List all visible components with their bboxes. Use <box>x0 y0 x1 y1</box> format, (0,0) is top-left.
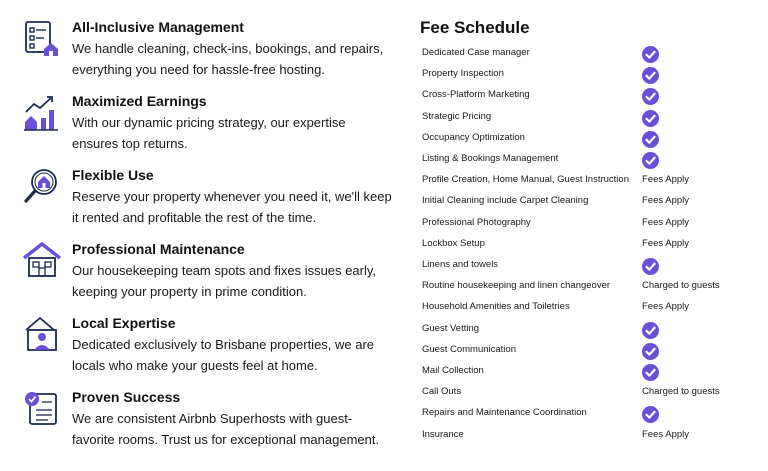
feature-description: Our housekeeping team spots and fixes issues early, keeping your property in prime condition. <box>72 263 376 299</box>
feature-description: We handle cleaning, check-ins, bookings, and repairs, everything you need for hassle-free hosting. <box>72 41 384 77</box>
feature-title: Flexible Use <box>72 167 154 183</box>
fee-service-label: Guest Communication <box>422 343 516 355</box>
fee-row <box>420 214 760 235</box>
fee-row <box>420 298 760 319</box>
fee-service-label: Call Outs <box>422 386 462 398</box>
earnings-chart-icon <box>22 92 62 132</box>
fee-row <box>420 86 760 107</box>
fee-row <box>420 65 760 86</box>
fee-service-label: Property Inspection <box>422 68 504 80</box>
fee-value: Fees Apply <box>642 216 689 228</box>
feature-description: With our dynamic pricing strategy, our expertise ensures top returns. <box>72 115 346 151</box>
local-agent-icon <box>22 314 62 354</box>
fee-service-label: Linens and towels <box>422 259 499 270</box>
check-circle-icon <box>642 364 659 381</box>
fee-service-label: Listing & Bookings Management <box>422 153 559 164</box>
fee-service-label: Lockbox Setup <box>422 237 485 249</box>
fee-value: Fees Apply <box>642 195 689 207</box>
feature-description: Dedicated exclusively to Brisbane properties, we are locals who make your guests feel at home. <box>72 337 375 373</box>
fee-row <box>420 277 760 298</box>
fee-value: Charged to guests <box>642 280 720 292</box>
fee-row <box>420 44 760 65</box>
fee-row <box>420 129 760 150</box>
feature-title: Maximized Earnings <box>72 93 207 109</box>
check-circle-icon <box>642 258 659 275</box>
house-icon <box>22 240 62 280</box>
feature-title: All-Inclusive Management <box>72 19 244 35</box>
fee-service-label: Guest Vetting <box>422 322 480 334</box>
fee-service-label: Profile Creation, Home Manual, Guest Instruction <box>422 174 629 186</box>
fee-row <box>420 150 760 171</box>
fee-service-label: Insurance <box>422 428 464 440</box>
feature-description: Reserve your property whenever you need it, we'll keep it rented and profitable the rest of the time. <box>72 189 392 225</box>
fee-service-label: Occupancy Optimization <box>422 131 525 143</box>
check-circle-icon <box>642 110 659 127</box>
check-circle-icon <box>642 131 659 148</box>
fee-row <box>420 192 760 213</box>
fee-row <box>420 108 760 129</box>
feature-title: Proven Success <box>72 389 181 405</box>
check-circle-icon <box>642 46 659 63</box>
fee-row <box>420 320 760 341</box>
certificate-badge-icon <box>22 388 62 428</box>
check-circle-icon <box>642 343 659 360</box>
feature-title: Local Expertise <box>72 315 176 331</box>
fee-row <box>420 171 760 192</box>
fee-value: Fees Apply <box>642 301 689 313</box>
fee-service-label: Initial Cleaning include Carpet Cleaning <box>422 195 589 207</box>
check-circle-icon <box>642 152 659 169</box>
check-circle-icon <box>642 406 659 423</box>
fee-row <box>420 256 760 277</box>
fee-value: Fees Apply <box>642 237 689 249</box>
feature-title: Professional Maintenance <box>72 241 245 257</box>
fee-value: Fees Apply <box>642 428 689 440</box>
fee-row <box>420 404 760 425</box>
fee-service-label: Strategic Pricing <box>422 110 492 122</box>
fee-row <box>420 341 760 362</box>
fee-row <box>420 235 760 256</box>
fee-service-label: Professional Photography <box>422 216 531 228</box>
magnifier-house-icon <box>22 166 62 206</box>
fee-service-label: Household Amenities and Toiletries <box>422 301 570 313</box>
fee-service-label: Cross-Platform Marketing <box>422 89 530 101</box>
fee-value: Fees Apply <box>642 174 689 186</box>
fee-row <box>420 362 760 383</box>
check-circle-icon <box>642 67 659 84</box>
fee-value: Charged to guests <box>642 386 720 398</box>
fee-schedule-title: Fee Schedule <box>420 18 530 37</box>
checklist-house-icon <box>22 18 62 58</box>
fee-row <box>420 383 760 404</box>
fee-service-label: Mail Collection <box>422 365 484 376</box>
fee-row <box>420 426 760 447</box>
fee-service-label: Repairs and Maintenance Coordination <box>422 407 587 419</box>
fee-service-label: Dedicated Case manager <box>422 47 530 58</box>
fee-service-label: Routine housekeeping and linen changeover <box>422 280 611 292</box>
check-circle-icon <box>642 88 659 105</box>
feature-description: We are consistent Airbnb Superhosts with guest-favorite rooms. Trust us for exceptional management. <box>72 411 380 447</box>
check-circle-icon <box>642 322 659 339</box>
